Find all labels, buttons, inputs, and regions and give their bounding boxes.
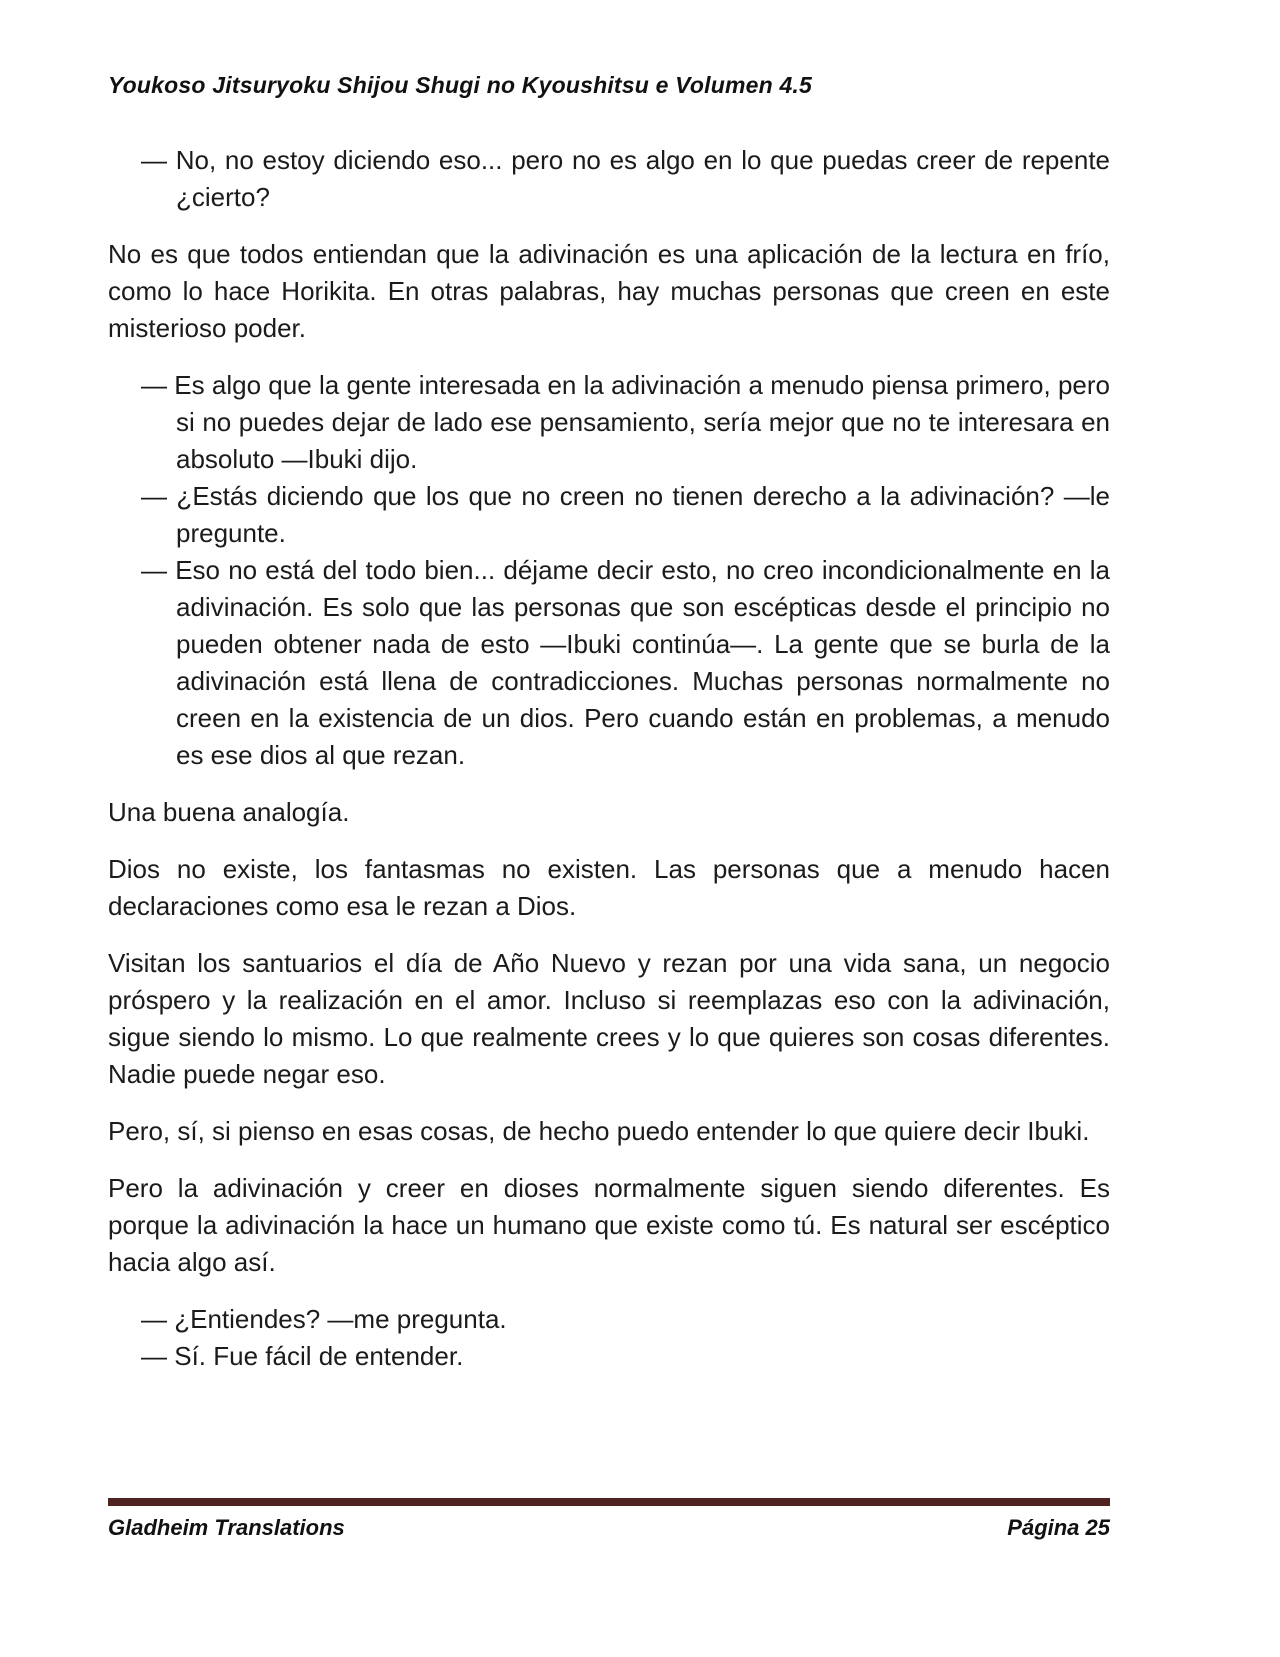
footer-translator: Gladheim Translations — [108, 1515, 345, 1540]
dialogue-paragraph: — ¿Estás diciendo que los que no creen no tienen derecho a la adivinación? —le pregunte. — [141, 481, 1110, 548]
paragraph: No es que todos entiendan que la adivinación es una aplicación de la lectura en frío, como lo hace Horikita. En otras palabras, hay muchas personas que creen en este misterioso poder. — [108, 239, 1110, 343]
footer-row — [108, 1515, 1110, 1541]
paragraph: Visitan los santuarios el día de Año Nuevo y rezan por una vida sana, un negocio próspero y la realización en el amor. Incluso si reemplazas eso con la adivinación, sigue siendo lo mismo. Lo que realmente crees y lo que quieres son cosas diferentes. Nadie puede negar eso. — [108, 948, 1110, 1089]
paragraph: Pero, sí, si pienso en esas cosas, de hecho puedo entender lo que quiere decir Ibuki. — [108, 1116, 1090, 1146]
dialogue-paragraph: — ¿Entiendes? —me pregunta. — [141, 1304, 507, 1334]
dialogue-paragraph: — No, no estoy diciendo eso... pero no es algo en lo que puedas creer de repente ¿cierto? — [141, 145, 1110, 212]
paragraph: Pero la adivinación y creer en dioses normalmente siguen siendo diferentes. Es porque la adivinación la hace un humano que existe como tú. Es natural ser escéptico hacia algo así. — [108, 1173, 1110, 1277]
footer-page-number: Página 25 — [1007, 1515, 1110, 1540]
dialogue-paragraph: — Eso no está del todo bien... déjame decir esto, no creo incondicionalmente en la adivinación. Es solo que las personas que son escépticas desde el principio no pueden obtener nada de esto —Ibuki continúa—. La gente que se burla de la adivinación está llena de contradicciones. Muchas personas normalmente no creen en la existencia de un dios. Pero cuando están en problemas, a menudo es ese dios al que rezan. — [141, 555, 1110, 770]
footer-rule — [108, 1498, 1110, 1506]
page-footer — [108, 1498, 1110, 1541]
dialogue-paragraph: — Sí. Fue fácil de entender. — [141, 1341, 464, 1371]
page-header — [108, 72, 1110, 99]
paragraph: Dios no existe, los fantasmas no existen. Las personas que a menudo hacen declaraciones como esa le rezan a Dios. — [108, 854, 1110, 921]
page-body — [108, 142, 1110, 1375]
book-title: Youkoso Jitsuryoku Shijou Shugi no Kyoushitsu e Volumen 4.5 — [108, 72, 813, 98]
dialogue-paragraph: — Es algo que la gente interesada en la adivinación a menudo piensa primero, pero si no puedes dejar de lado ese pensamiento, sería mejor que no te interesara en absoluto —Ibuki dijo. — [141, 370, 1110, 474]
paragraph: Una buena analogía. — [108, 797, 350, 827]
